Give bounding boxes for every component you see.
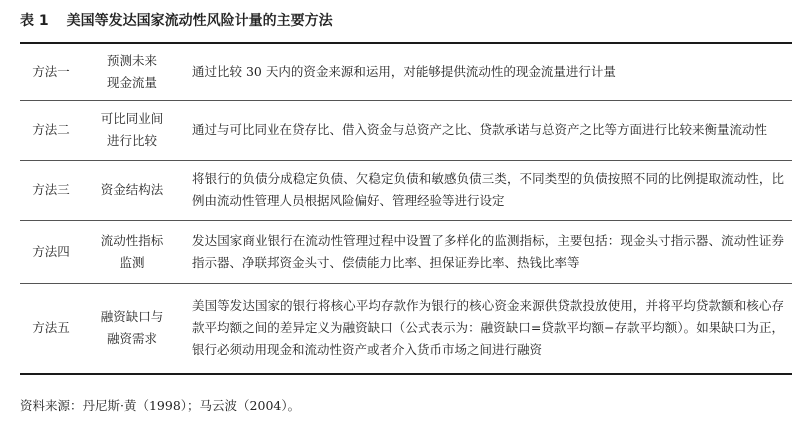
description-cell: 通过与可比同业在贷存比、借入资金与总资产之比、贷款承诺与总资产之比等方面进行比较来衡量流动性	[182, 100, 792, 160]
table-row	[20, 44, 792, 100]
description-cell: 美国等发达国家的银行将核心平均存款作为银行的核心资金来源供贷款投放使用，并将平均贷款额和核心存款平均额之间的差异定义为融资缺口（公式表示为：融资缺口=贷款平均额−存款平均额）。如果缺口为正，银行必须动用现金和流动性资产或者介入货币市场之间进行融资	[192, 298, 784, 358]
table-bottom-rule	[20, 373, 792, 375]
table-row	[20, 100, 792, 160]
name-cell	[82, 283, 182, 373]
name-cell	[82, 100, 182, 160]
method-cell: 方法五	[32, 320, 70, 336]
method-cell: 方法二	[20, 100, 82, 160]
table-caption	[20, 12, 333, 30]
name-line: 融资缺口与	[100, 309, 164, 325]
name-line: 现金流量	[106, 74, 157, 90]
table-number: 表 1	[20, 13, 49, 29]
method-cell: 方法三	[20, 160, 82, 220]
name-line: 融资需求	[106, 331, 157, 347]
name-line: 进行比较	[106, 133, 157, 148]
name-cell	[82, 220, 182, 283]
source-note: 资料来源：丹尼斯·黄（1998）；马云波（2004）。	[20, 398, 301, 413]
name-line: 预测未来	[106, 52, 157, 68]
method-cell: 方法一	[20, 44, 82, 100]
table-row	[20, 160, 792, 220]
description-cell: 将银行的负债分成稳定负债、欠稳定负债和敏感负债三类，不同类型的负债按照不同的比例提取流动性，比例由流动性管理人员根据风险偏好、管理经验等进行设定	[182, 160, 792, 220]
name-line: 流动性指标	[100, 232, 164, 248]
table-row	[20, 283, 792, 373]
description-cell: 通过比较 30 天内的资金来源和运用，对能够提供流动性的现金流量进行计量	[182, 44, 792, 100]
name-line: 监测	[119, 254, 145, 270]
name-line: 资金结构法	[100, 182, 164, 197]
table-row	[20, 220, 792, 283]
description-cell: 发达国家商业银行在流动性管理过程中设置了多样化的监测指标，主要包括：现金头寸指示器、流动性证券指示器、净联邦资金头寸、偿债能力比率、担保证券比率、热钱比率等	[182, 220, 792, 283]
table-title: 美国等发达国家流动性风险计量的主要方法	[66, 13, 333, 29]
name-cell	[82, 160, 182, 220]
methods-table	[20, 42, 792, 375]
name-line: 可比同业间	[100, 111, 164, 126]
method-cell: 方法四	[20, 220, 82, 283]
name-cell	[82, 44, 182, 100]
